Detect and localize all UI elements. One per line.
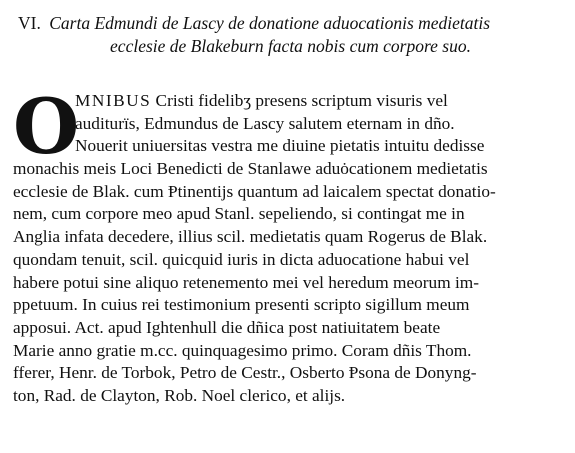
charter-title-line-1: Carta Edmundi de Lascy de donatione aduocationis medietatis [49,13,491,33]
text-line: MNIBUS Cristi fidelibʒ presens scriptum visuris vel [75,91,448,110]
charter-body [13,82,565,408]
charter-title-line-2: ecclesie de Blakeburn facta nobis cum corpore suo. [110,36,471,56]
text-line: quondam tenuit, scil. quicquid iuris in dicta aduocatione habui vel [13,249,470,269]
text-line: ton, Rad. de Clayton, Rob. Noel clerico, et alijs. [13,385,346,405]
first-word: MNIBUS [75,91,152,110]
text-line: apposui. Act. apud Ightenhull die dñica post natiuitatem beate [13,317,441,337]
text-line: monachis meis Loci Benedicti de Stanlawe aduȯcationem medietatis [13,159,488,179]
charter-number: VI. [18,13,41,33]
text-line: ecclesie de Blak. cum Ᵽtinentijs quantum ad laicalem spectat donatio- [13,181,496,201]
text-line: auditurïs, Edmundus de Lascy salutem eternam in dño. [75,113,455,133]
drop-cap: O [13,82,80,171]
heading-line-1 [18,12,563,35]
text-line: ppetuum. In cuius rei testimonium presenti scripto sigillum meum [13,295,470,315]
charter-heading [18,12,563,58]
text-line: nem, cum corpore meo apud Stanl. sepeliendo, si contingat me in [13,204,465,224]
text-line: Nouerit uniuersitas vestra me diuine pietatis intuitu dedisse [75,136,485,156]
text-line: Anglia infata decedere, illius scil. medietatis quam Rogerus de Blak. [13,227,488,247]
text-line: habere potui sine aliquo retenemento mei vel heredum meorum im- [13,272,479,292]
text-line: Marie anno gratie m.cc. quinquagesimo primo. Coram dñis Thom. [13,340,472,360]
text-line: fferer, Henr. de Torbok, Petro de Cestr., Osberto Ᵽsona de Donyng- [13,363,477,383]
